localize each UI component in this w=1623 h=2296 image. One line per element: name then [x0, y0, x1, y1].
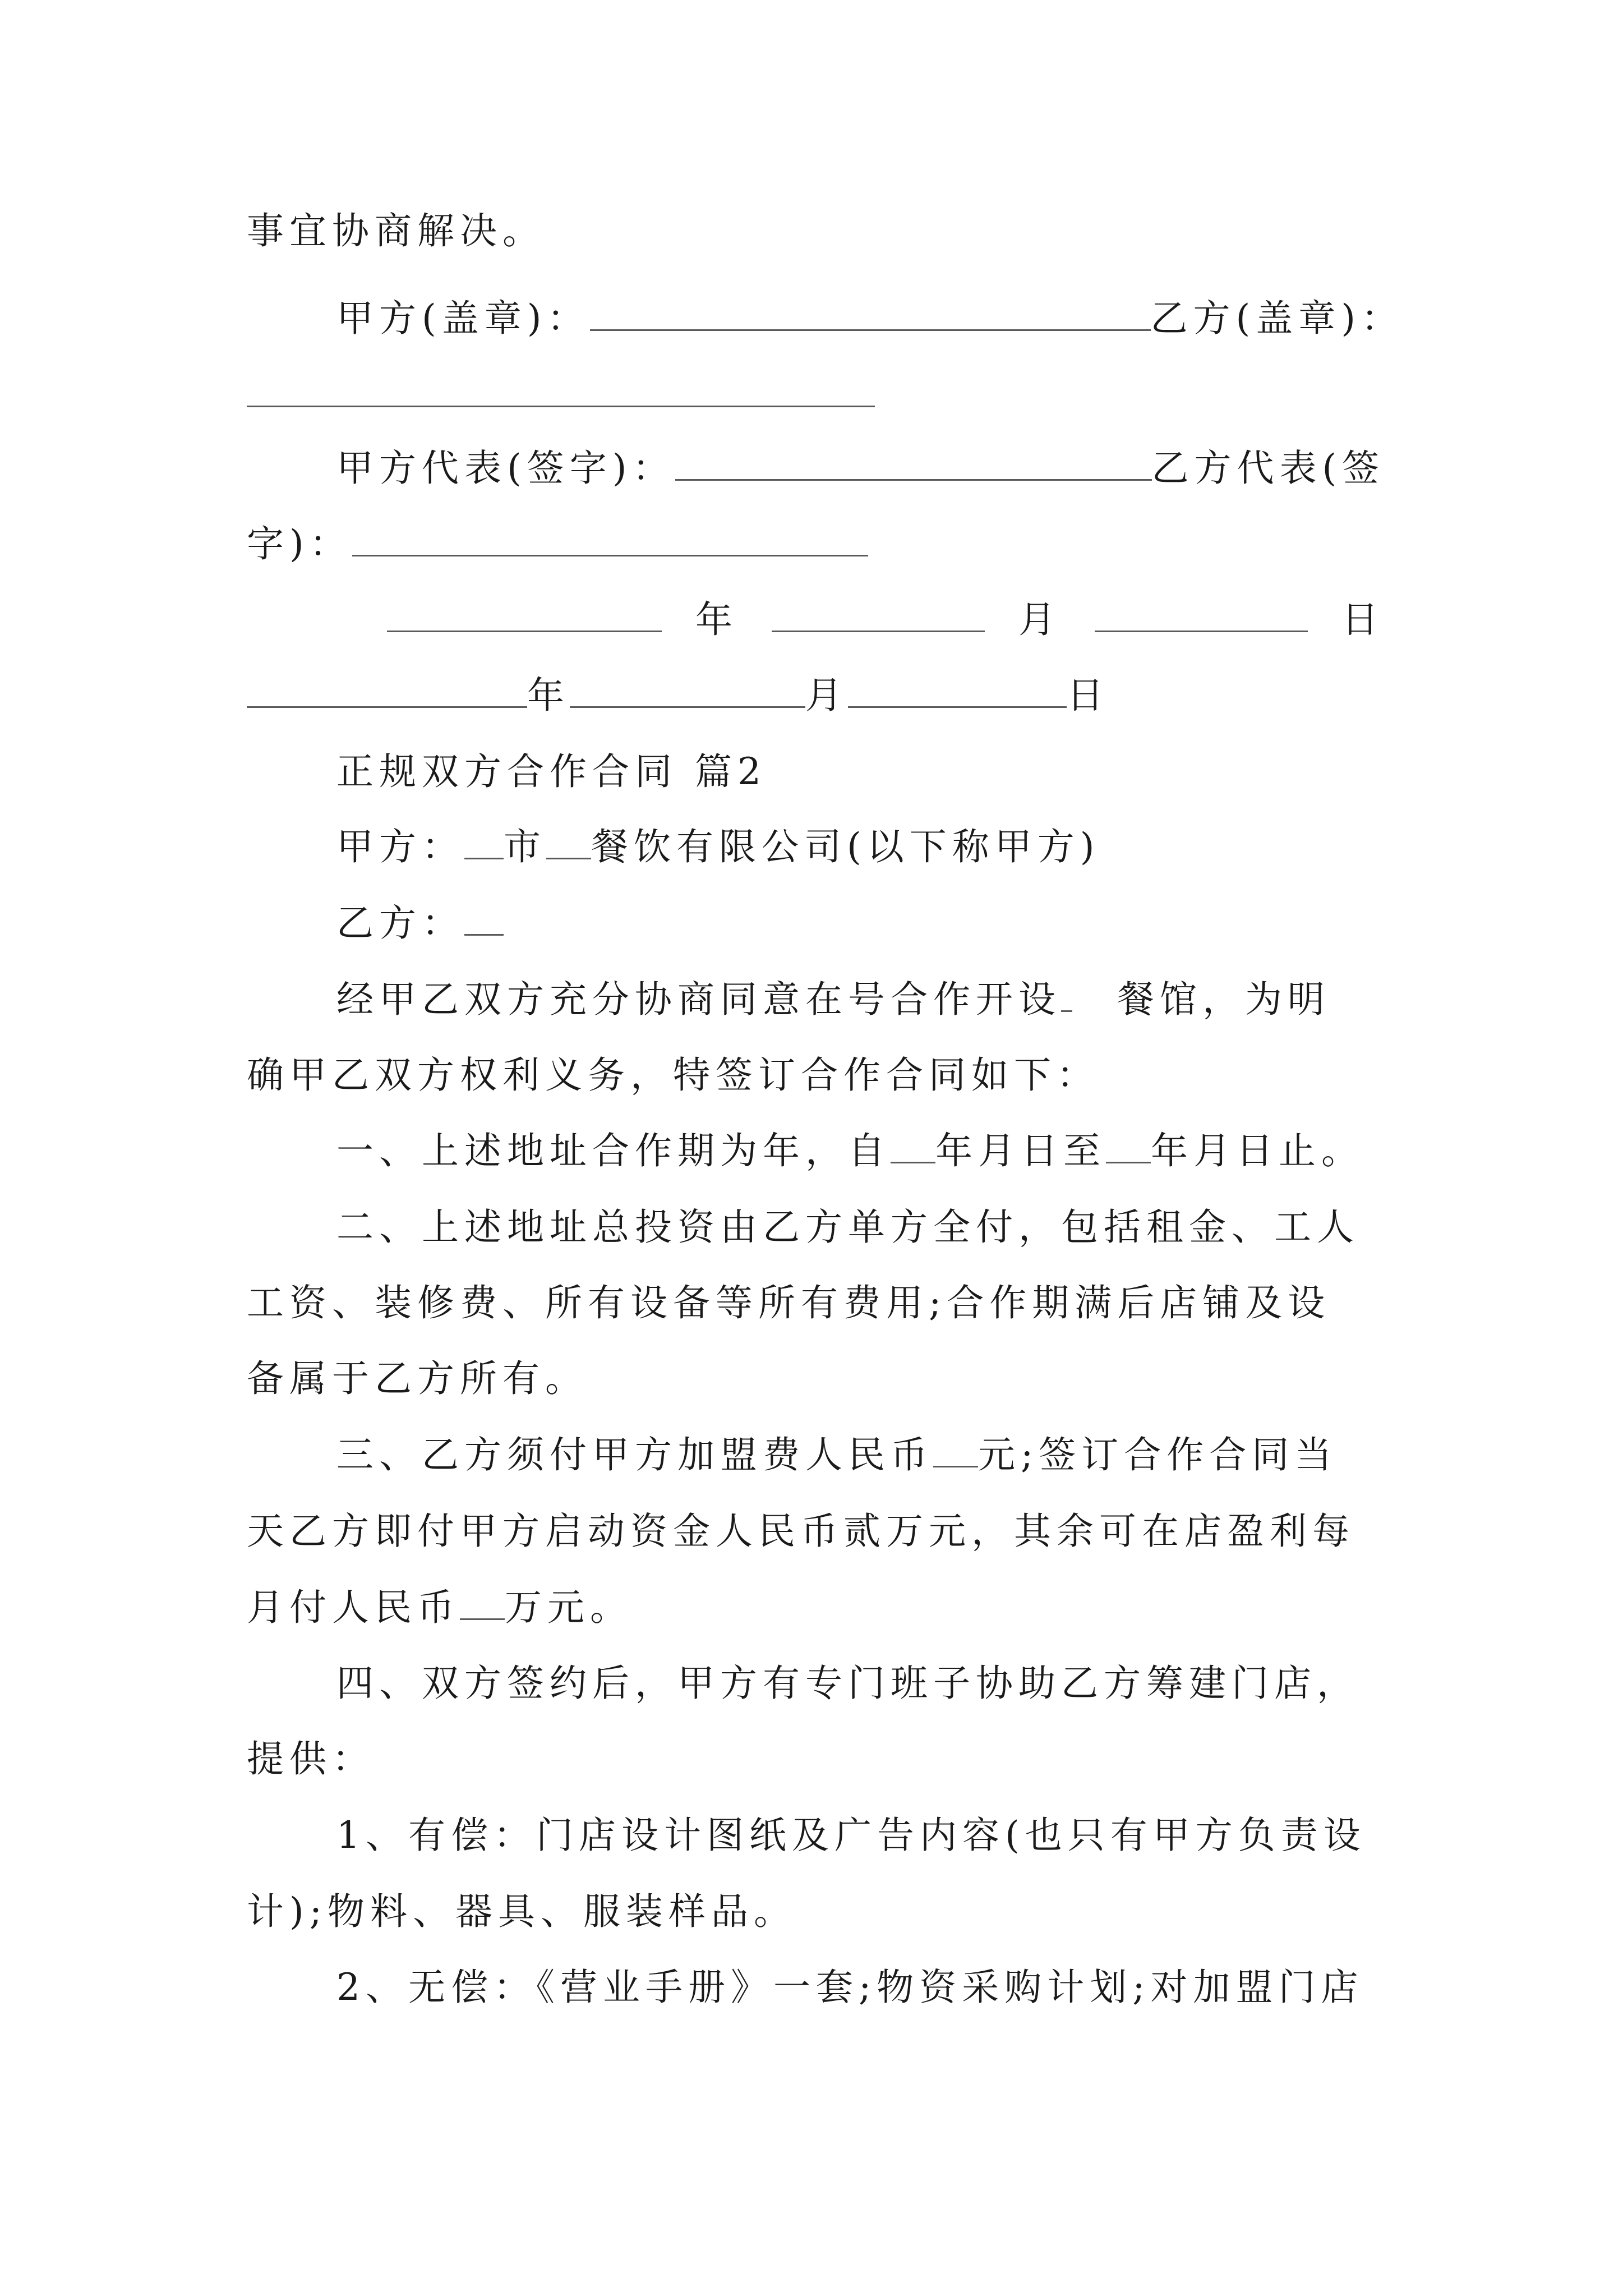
- date-line-a: 年 月 日: [387, 597, 1384, 642]
- date-year-blank: [387, 598, 662, 632]
- clause-2: 二、上述地址总投资由乙方单方全付，包括租金、工人: [336, 1205, 1359, 1249]
- clause-3-cont: 月付人民币 万元。: [247, 1586, 633, 1629]
- clause-4: 四、双方签约后，甲方有专门班子协助乙方筹建门店，: [336, 1662, 1359, 1705]
- date-month-blank: [570, 674, 805, 708]
- party-a-rep-label: 甲方代表(签字)：: [336, 447, 675, 490]
- signature-seal-line: [336, 296, 1404, 341]
- date-month-blank: [772, 598, 985, 632]
- signature-rep-line: [336, 446, 1385, 491]
- date-line-b: 年 月 日: [247, 673, 1109, 718]
- party-a-line: 甲方： 市 餐饮有限公司(以下称甲方): [336, 825, 1100, 868]
- section-heading: 正规双方合作合同 篇2: [336, 750, 767, 793]
- date-day-blank: [1095, 598, 1308, 632]
- intro-line-cont: 确甲乙双方权利义务，特签订合作合同如下：: [247, 1053, 1099, 1097]
- intro-line: 经甲乙双方充分协商同意在号合作开设 餐馆，为明: [336, 978, 1330, 1021]
- party-a-rep-blank: [675, 447, 1152, 481]
- date-day-blank: [848, 674, 1067, 708]
- party-b-rep-label: 乙方代表(签: [1151, 447, 1385, 490]
- signature-rep-line-cont: 字)：: [247, 522, 868, 567]
- clause-4-cont: 提供：: [247, 1737, 375, 1780]
- clause-1: 一、上述地址合作期为年，自 年月日至 年月日止。: [336, 1129, 1364, 1172]
- party-b-seal-blank: [247, 373, 875, 407]
- clause-2-cont: 工资、装修费、所有设备等所有费用;合作期满后店铺及设: [247, 1281, 1331, 1324]
- sub-clause-2: 2、无偿：《营业手册》一套;物资采购计划;对加盟门店: [336, 1966, 1364, 2009]
- clause-2-cont: 备属于乙方所有。: [247, 1357, 588, 1400]
- sub-clause-1-cont: 计);物料、器具、服装样品。: [247, 1890, 796, 1933]
- clause-3-cont: 天乙方即付甲方启动资金人民币贰万元，其余可在店盈利每: [247, 1510, 1355, 1553]
- clause-3: 三、乙方须付甲方加盟费人民币 元;签订合作合同当: [336, 1433, 1338, 1476]
- party-a-seal-blank: [590, 297, 1151, 331]
- signature-seal-line-cont: [247, 372, 875, 417]
- party-b-rep-blank: [352, 522, 868, 556]
- party-b-seal-label: 乙方(盖章)：: [1150, 297, 1404, 340]
- party-b-line: 乙方：: [336, 901, 504, 946]
- party-a-seal-label: 甲方(盖章)：: [336, 297, 590, 340]
- date-year-blank: [247, 674, 527, 708]
- text-line: 事宜协商解决。: [247, 209, 545, 252]
- sub-clause-1: 1、有偿：门店设计图纸及广告内容(也只有甲方负责设: [336, 1814, 1366, 1857]
